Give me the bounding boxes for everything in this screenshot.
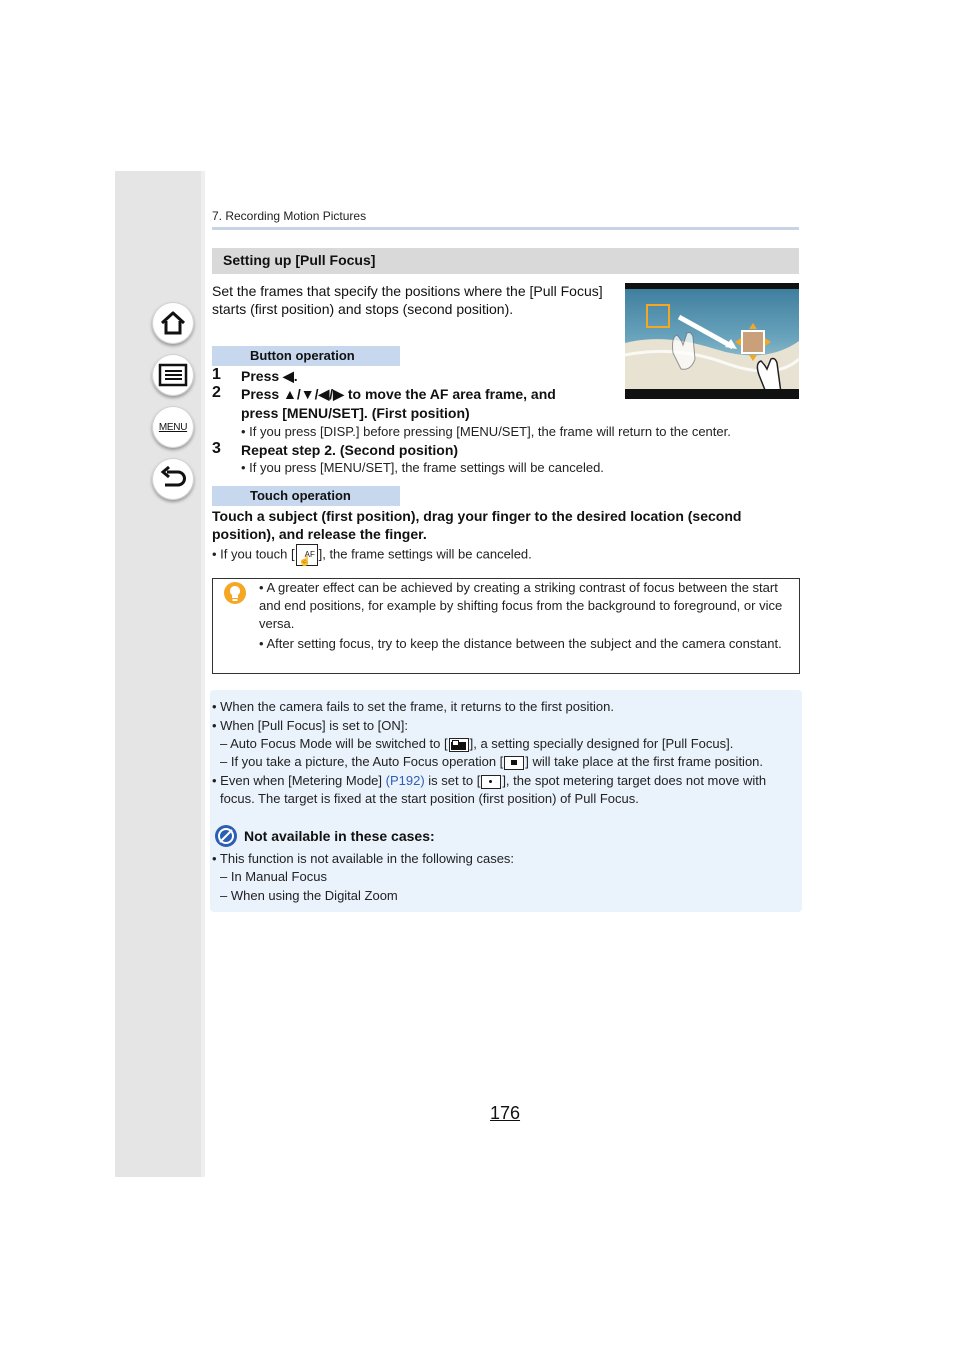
camera-screen-illustration <box>625 283 799 399</box>
step-number-1: 1 <box>212 366 221 383</box>
touch-instruction: Touch a subject (first position), drag your finger to the desired location (second position), and release the finger. <box>212 508 742 542</box>
not-available-icon <box>214 824 238 848</box>
list-icon <box>158 363 188 387</box>
contents-button[interactable] <box>152 354 194 396</box>
tip-1: • A greater effect can be achieved by creating a striking contrast of focus between the start and end positions, for example by shifting focus from the background to foreground, or vice versa. <box>259 580 783 631</box>
home-button[interactable] <box>152 302 194 344</box>
page-number: 176 <box>490 1103 521 1123</box>
note-4: – If you take a picture, the Auto Focus operation [ ] will take place at the first frame position. <box>220 754 764 769</box>
not-available-item: – In Manual Focus <box>220 869 327 884</box>
step2-bullet: • If you press [DISP.] before pressing [MENU/SET], the frame will return to the center. <box>241 424 731 439</box>
breadcrumb-rule <box>212 227 799 230</box>
step-text-3: Repeat step 2. (Second position) <box>241 442 459 458</box>
home-icon <box>159 309 187 337</box>
lightbulb-icon <box>223 581 247 605</box>
touch-bullet: • If you touch [ AF ☝ ], the frame settings will be canceled. <box>212 544 532 566</box>
tip-box <box>212 578 800 674</box>
note-6: focus. The target is fixed at the start position (first position) of Pull Focus. <box>220 791 639 806</box>
af-single-area-icon <box>504 756 524 770</box>
step-number-2: 2 <box>212 384 221 401</box>
page-link-p192[interactable]: (P192) <box>385 773 425 788</box>
af-touch-icon: AF ☝ <box>296 544 318 566</box>
breadcrumb: 7. Recording Motion Pictures <box>212 209 367 223</box>
notes-box <box>210 690 802 912</box>
tip-2: • After setting focus, try to keep the distance between the subject and the camera constant. <box>259 636 782 651</box>
step-text-2-line2: press [MENU/SET]. (First position) <box>241 405 470 421</box>
spot-metering-icon <box>481 775 501 789</box>
note-1: • When the camera fails to set the frame, it returns to the first position. <box>212 699 614 714</box>
section-title: Setting up [Pull Focus] <box>223 252 376 268</box>
note-5: • Even when [Metering Mode] (P192) is set to [ ], the spot metering target does not move with <box>212 773 767 788</box>
note-2: • When [Pull Focus] is set to [ON]: <box>212 718 409 733</box>
not-available-intro: • This function is not available in the following cases: <box>212 851 515 866</box>
return-arrow-icon <box>159 466 187 492</box>
step3-bullet: • If you press [MENU/SET], the frame settings will be canceled. <box>241 460 604 475</box>
touch-operation-heading: Touch operation <box>212 486 400 506</box>
beach-scene-image <box>625 283 799 399</box>
intro-text: Set the frames that specify the positions where the [Pull Focus] starts (first position) and stops (second position). <box>212 283 603 317</box>
step-text-1: Press ◀. <box>241 368 298 384</box>
menu-button[interactable] <box>152 406 194 448</box>
second-focus-frame <box>742 331 764 353</box>
step-number-3: 3 <box>212 440 221 457</box>
sidebar-edge <box>201 171 205 1177</box>
back-button[interactable] <box>152 458 194 500</box>
button-operation-heading: Button operation <box>212 346 400 366</box>
not-available-title: Not available in these cases: <box>244 828 435 844</box>
menu-label: MENU <box>158 421 188 433</box>
pull-focus-af-icon <box>449 738 469 752</box>
step-text-2-line1: Press ▲/▼/◀/▶ to move the AF area frame, and <box>241 386 556 402</box>
note-3: – Auto Focus Mode will be switched to [ ], a setting specially designed for [Pull Focus]. <box>220 736 734 751</box>
not-available-item: – When using the Digital Zoom <box>220 888 398 903</box>
